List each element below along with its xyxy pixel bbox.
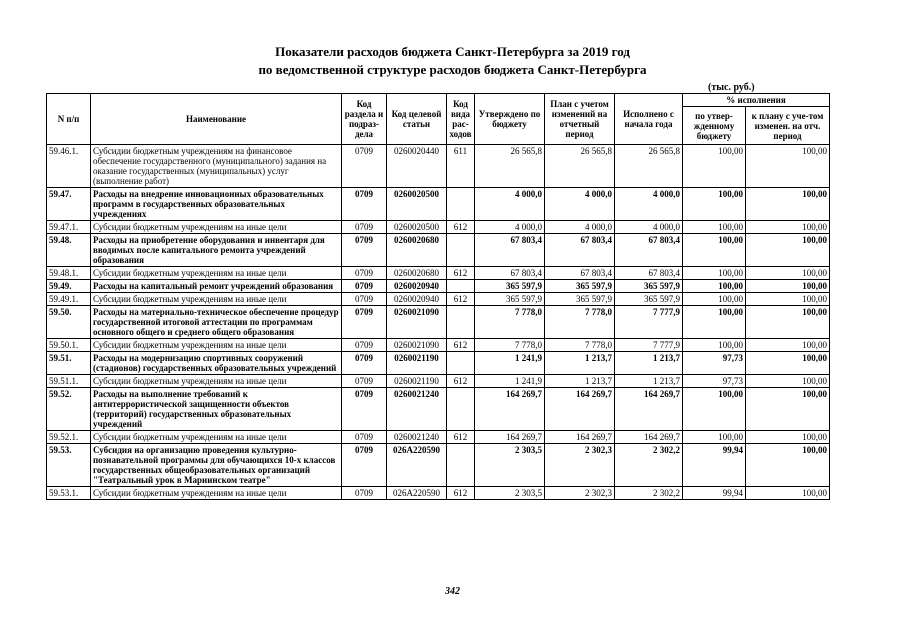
row-name: Субсидии бюджетным учреждениям на финансовое обеспечение государственного (муниципального) задания на оказание государственных (муниципальных) услуг (выполнение работ) bbox=[91, 145, 342, 188]
row-utv: 4 000,0 bbox=[475, 221, 545, 234]
row-isp: 365 597,9 bbox=[615, 293, 683, 306]
header-utv: Утверждено по бюджету bbox=[475, 94, 545, 145]
row-cel: 0260020500 bbox=[387, 188, 447, 221]
table-row bbox=[47, 293, 830, 306]
row-pct-utv: 99,94 bbox=[683, 487, 746, 500]
row-plan: 4 000,0 bbox=[545, 188, 615, 221]
row-pct-plan: 100,00 bbox=[746, 234, 830, 267]
row-isp: 365 597,9 bbox=[615, 280, 683, 293]
header-isp: Исполнено с начала года bbox=[615, 94, 683, 145]
header-num: N п/п bbox=[47, 94, 91, 145]
row-vid: 612 bbox=[447, 487, 475, 500]
table-row bbox=[47, 280, 830, 293]
row-pct-utv: 97,73 bbox=[683, 375, 746, 388]
row-pct-plan: 100,00 bbox=[746, 280, 830, 293]
row-num: 59.51.1. bbox=[47, 375, 91, 388]
row-razdel: 0709 bbox=[342, 388, 387, 431]
table-row bbox=[47, 487, 830, 500]
row-plan: 2 302,3 bbox=[545, 444, 615, 487]
row-razdel: 0709 bbox=[342, 280, 387, 293]
row-num: 59.53. bbox=[47, 444, 91, 487]
row-cel: 0260021190 bbox=[387, 375, 447, 388]
row-isp: 67 803,4 bbox=[615, 234, 683, 267]
row-isp: 4 000,0 bbox=[615, 188, 683, 221]
table-row bbox=[47, 234, 830, 267]
row-plan: 164 269,7 bbox=[545, 388, 615, 431]
row-plan: 7 778,0 bbox=[545, 306, 615, 339]
row-pct-plan: 100,00 bbox=[746, 339, 830, 352]
row-pct-utv: 100,00 bbox=[683, 221, 746, 234]
row-cel: 0260020940 bbox=[387, 293, 447, 306]
row-name: Расходы на модернизацию спортивных сооружений (стадионов) государственных образовательных учреждений bbox=[91, 352, 342, 375]
row-vid: 611 bbox=[447, 145, 475, 188]
row-plan: 365 597,9 bbox=[545, 293, 615, 306]
row-razdel: 0709 bbox=[342, 352, 387, 375]
row-pct-utv: 100,00 bbox=[683, 267, 746, 280]
row-vid: 612 bbox=[447, 267, 475, 280]
row-plan: 164 269,7 bbox=[545, 431, 615, 444]
row-cel: 0260021090 bbox=[387, 339, 447, 352]
row-vid bbox=[447, 352, 475, 375]
row-razdel: 0709 bbox=[342, 431, 387, 444]
row-vid bbox=[447, 280, 475, 293]
row-cel: 0260021240 bbox=[387, 431, 447, 444]
header-razdel: Код раздела и подраз-дела bbox=[342, 94, 387, 145]
row-pct-utv: 100,00 bbox=[683, 234, 746, 267]
row-vid bbox=[447, 234, 475, 267]
row-pct-utv: 100,00 bbox=[683, 145, 746, 188]
row-num: 59.49.1. bbox=[47, 293, 91, 306]
row-razdel: 0709 bbox=[342, 306, 387, 339]
row-utv: 164 269,7 bbox=[475, 431, 545, 444]
row-pct-utv: 100,00 bbox=[683, 306, 746, 339]
row-name: Расходы на капитальный ремонт учреждений образования bbox=[91, 280, 342, 293]
row-cel: 0260020680 bbox=[387, 267, 447, 280]
row-name: Расходы на внедрение инновационных образовательных программ в государственных образовательных учреждениях bbox=[91, 188, 342, 221]
row-isp: 7 777,9 bbox=[615, 306, 683, 339]
row-pct-plan: 100,00 bbox=[746, 444, 830, 487]
row-pct-plan: 100,00 bbox=[746, 388, 830, 431]
row-razdel: 0709 bbox=[342, 293, 387, 306]
row-cel: 0260020440 bbox=[387, 145, 447, 188]
table-row bbox=[47, 145, 830, 188]
row-vid bbox=[447, 306, 475, 339]
row-plan: 2 302,3 bbox=[545, 487, 615, 500]
row-pct-plan: 100,00 bbox=[746, 221, 830, 234]
row-num: 59.48.1. bbox=[47, 267, 91, 280]
header-vid: Код вида рас-ходов bbox=[447, 94, 475, 145]
row-cel: 026А220590 bbox=[387, 444, 447, 487]
row-razdel: 0709 bbox=[342, 444, 387, 487]
table-row bbox=[47, 444, 830, 487]
header-name: Наименование bbox=[91, 94, 342, 145]
row-plan: 1 213,7 bbox=[545, 352, 615, 375]
header-cel: Код целевой статьи bbox=[387, 94, 447, 145]
table-row bbox=[47, 388, 830, 431]
row-pct-plan: 100,00 bbox=[746, 352, 830, 375]
row-pct-plan: 100,00 bbox=[746, 306, 830, 339]
row-cel: 0260020940 bbox=[387, 280, 447, 293]
row-pct-plan: 100,00 bbox=[746, 431, 830, 444]
row-name: Субсидии бюджетным учреждениям на иные цели bbox=[91, 375, 342, 388]
row-cel: 0260021190 bbox=[387, 352, 447, 375]
row-num: 59.50. bbox=[47, 306, 91, 339]
row-name: Расходы на приобретение оборудования и инвентаря для вводимых после капитального ремонта учреждений образования bbox=[91, 234, 342, 267]
row-name: Расходы на выполнение требований к антитеррористической защищенности объектов (территорий) государственных образовательных учреждений bbox=[91, 388, 342, 431]
row-cel: 0260021090 bbox=[387, 306, 447, 339]
row-num: 59.49. bbox=[47, 280, 91, 293]
row-utv: 1 241,9 bbox=[475, 375, 545, 388]
row-name: Субсидии бюджетным учреждениям на иные цели bbox=[91, 339, 342, 352]
row-utv: 365 597,9 bbox=[475, 280, 545, 293]
row-pct-utv: 100,00 bbox=[683, 388, 746, 431]
row-vid: 612 bbox=[447, 221, 475, 234]
row-razdel: 0709 bbox=[342, 339, 387, 352]
row-num: 59.51. bbox=[47, 352, 91, 375]
row-razdel: 0709 bbox=[342, 188, 387, 221]
row-razdel: 0709 bbox=[342, 221, 387, 234]
row-cel: 0260020680 bbox=[387, 234, 447, 267]
budget-table bbox=[46, 93, 830, 500]
row-pct-utv: 100,00 bbox=[683, 339, 746, 352]
row-vid: 612 bbox=[447, 339, 475, 352]
row-vid: 612 bbox=[447, 431, 475, 444]
row-num: 59.52.1. bbox=[47, 431, 91, 444]
table-row bbox=[47, 188, 830, 221]
row-pct-utv: 97,73 bbox=[683, 352, 746, 375]
row-isp: 67 803,4 bbox=[615, 267, 683, 280]
table-row bbox=[47, 375, 830, 388]
table-row bbox=[47, 339, 830, 352]
row-plan: 26 565,8 bbox=[545, 145, 615, 188]
row-num: 59.46.1. bbox=[47, 145, 91, 188]
row-plan: 67 803,4 bbox=[545, 234, 615, 267]
row-name: Субсидии бюджетным учреждениям на иные цели bbox=[91, 431, 342, 444]
row-plan: 1 213,7 bbox=[545, 375, 615, 388]
table-row bbox=[47, 267, 830, 280]
row-name: Расходы на материально-техническое обеспечение процедур государственной итоговой аттестации по программам основного общего и среднего общего образования bbox=[91, 306, 342, 339]
table-row bbox=[47, 306, 830, 339]
row-isp: 26 565,8 bbox=[615, 145, 683, 188]
row-num: 59.53.1. bbox=[47, 487, 91, 500]
row-utv: 67 803,4 bbox=[475, 234, 545, 267]
row-utv: 365 597,9 bbox=[475, 293, 545, 306]
row-razdel: 0709 bbox=[342, 267, 387, 280]
row-cel: 0260021240 bbox=[387, 388, 447, 431]
row-vid bbox=[447, 388, 475, 431]
row-isp: 2 302,2 bbox=[615, 444, 683, 487]
row-pct-plan: 100,00 bbox=[746, 267, 830, 280]
row-vid: 612 bbox=[447, 375, 475, 388]
row-utv: 4 000,0 bbox=[475, 188, 545, 221]
header-pct-plan: к плану с уче-том изменен. на отч. период bbox=[746, 107, 830, 145]
table-row bbox=[47, 431, 830, 444]
page-subtitle: по ведомственной структуре расходов бюджета Санкт-Петербурга bbox=[258, 62, 647, 77]
row-pct-utv: 100,00 bbox=[683, 293, 746, 306]
row-num: 59.52. bbox=[47, 388, 91, 431]
row-name: Субсидии бюджетным учреждениям на иные цели bbox=[91, 487, 342, 500]
row-num: 59.50.1. bbox=[47, 339, 91, 352]
row-pct-utv: 100,00 bbox=[683, 431, 746, 444]
row-cel: 0260020500 bbox=[387, 221, 447, 234]
row-plan: 4 000,0 bbox=[545, 221, 615, 234]
row-razdel: 0709 bbox=[342, 487, 387, 500]
row-razdel: 0709 bbox=[342, 234, 387, 267]
row-name: Субсидии бюджетным учреждениям на иные цели bbox=[91, 293, 342, 306]
row-utv: 164 269,7 bbox=[475, 388, 545, 431]
row-isp: 1 213,7 bbox=[615, 352, 683, 375]
row-razdel: 0709 bbox=[342, 375, 387, 388]
row-num: 59.48. bbox=[47, 234, 91, 267]
header-plan: План с учетом изменений на отчетный период bbox=[545, 94, 615, 145]
row-vid bbox=[447, 444, 475, 487]
row-isp: 1 213,7 bbox=[615, 375, 683, 388]
row-name: Субсидия на организацию проведения культурно-познавательной программы для обучающихся 10-х классов государственных общеобразовательных организаций "Театральный урок в Мариинском театре" bbox=[91, 444, 342, 487]
row-pct-utv: 100,00 bbox=[683, 188, 746, 221]
row-utv: 1 241,9 bbox=[475, 352, 545, 375]
header-pct-utv: по утвер-жденному бюджету bbox=[683, 107, 746, 145]
table-row bbox=[47, 352, 830, 375]
row-name: Субсидии бюджетным учреждениям на иные цели bbox=[91, 267, 342, 280]
row-isp: 2 302,2 bbox=[615, 487, 683, 500]
row-plan: 365 597,9 bbox=[545, 280, 615, 293]
row-pct-plan: 100,00 bbox=[746, 188, 830, 221]
row-vid bbox=[447, 188, 475, 221]
table-row bbox=[47, 221, 830, 234]
row-name: Субсидии бюджетным учреждениям на иные цели bbox=[91, 221, 342, 234]
row-razdel: 0709 bbox=[342, 145, 387, 188]
row-utv: 26 565,8 bbox=[475, 145, 545, 188]
row-vid: 612 bbox=[447, 293, 475, 306]
units-label: (тыс. руб.) bbox=[708, 82, 755, 93]
row-num: 59.47.1. bbox=[47, 221, 91, 234]
row-pct-plan: 100,00 bbox=[746, 293, 830, 306]
row-utv: 2 303,5 bbox=[475, 487, 545, 500]
row-pct-plan: 100,00 bbox=[746, 145, 830, 188]
row-isp: 164 269,7 bbox=[615, 388, 683, 431]
row-pct-utv: 99,94 bbox=[683, 444, 746, 487]
row-plan: 67 803,4 bbox=[545, 267, 615, 280]
row-pct-plan: 100,00 bbox=[746, 487, 830, 500]
row-pct-plan: 100,00 bbox=[746, 375, 830, 388]
page-number: 342 bbox=[445, 586, 460, 597]
header-pct: % исполнения bbox=[683, 94, 830, 107]
row-utv: 67 803,4 bbox=[475, 267, 545, 280]
row-num: 59.47. bbox=[47, 188, 91, 221]
row-utv: 7 778,0 bbox=[475, 339, 545, 352]
row-isp: 164 269,7 bbox=[615, 431, 683, 444]
page-title: Показатели расходов бюджета Санкт-Петербурга за 2019 год bbox=[275, 44, 630, 59]
row-isp: 4 000,0 bbox=[615, 221, 683, 234]
row-plan: 7 778,0 bbox=[545, 339, 615, 352]
row-pct-utv: 100,00 bbox=[683, 280, 746, 293]
row-utv: 2 303,5 bbox=[475, 444, 545, 487]
row-utv: 7 778,0 bbox=[475, 306, 545, 339]
row-cel: 026А220590 bbox=[387, 487, 447, 500]
row-isp: 7 777,9 bbox=[615, 339, 683, 352]
